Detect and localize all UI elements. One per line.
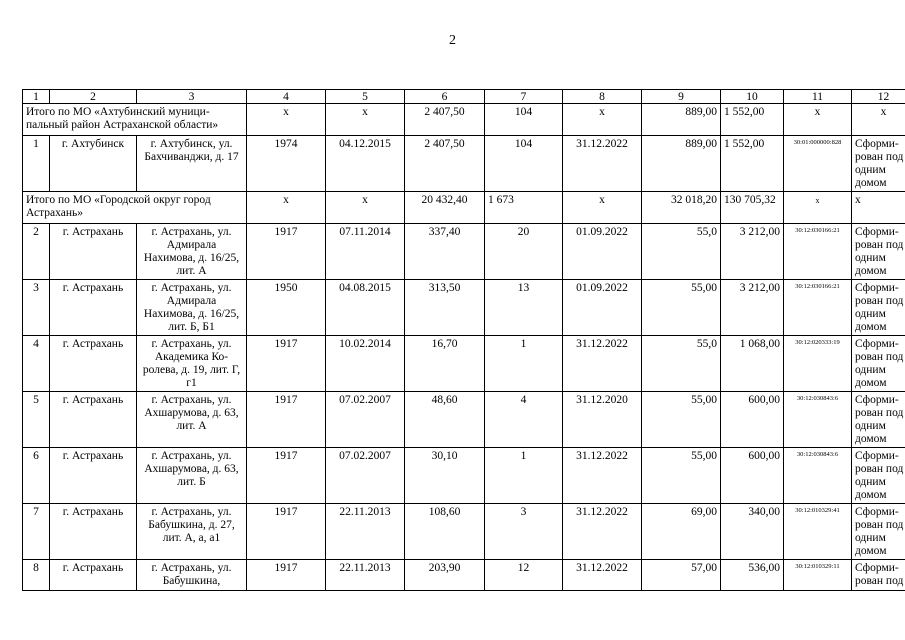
year-cell: 1974 xyxy=(247,136,326,192)
date-cell: 07.02.2007 xyxy=(326,392,405,448)
area-cell: 313,50 xyxy=(405,280,485,336)
address-cell: г. Ахтубинск, ул. Бахчиванджи, д. 17 xyxy=(137,136,247,192)
people-cell: 4 xyxy=(485,392,563,448)
value-cell: 600,00 xyxy=(721,392,784,448)
area-cell: 203,90 xyxy=(405,560,485,591)
city-cell: г. Астрахань xyxy=(50,224,137,280)
value-cell: 1 068,00 xyxy=(721,336,784,392)
value-cell: 889,00 xyxy=(642,136,721,192)
cell: 2 407,50 xyxy=(405,104,485,136)
address-cell: г. Астрахань, ул. Академика Ко-ролева, д. 19, лит. Г, г1 xyxy=(137,336,247,392)
value-cell: 340,00 xyxy=(721,504,784,560)
value-cell: 1 552,00 xyxy=(721,136,784,192)
table-row xyxy=(23,560,905,591)
cadastral-cell: 30:12:030166:21 xyxy=(784,280,852,336)
note-cell: Сформи-рован под одним домом xyxy=(852,224,905,280)
summary-row xyxy=(23,104,905,136)
column-header: 4 xyxy=(247,90,326,104)
address-cell: г. Астрахань, ул. Бабушкина, xyxy=(137,560,247,591)
cadastral-cell: 30:12:010329:11 xyxy=(784,560,852,591)
cell: 104 xyxy=(485,104,563,136)
people-cell: 104 xyxy=(485,136,563,192)
table-row xyxy=(23,224,905,280)
year-cell: 1917 xyxy=(247,336,326,392)
cadastral-cell: 30:12:030843:6 xyxy=(784,392,852,448)
value-cell: 55,0 xyxy=(642,224,721,280)
people-cell: 1 xyxy=(485,336,563,392)
note-cell: Сформи-рован под xyxy=(852,560,905,591)
deadline-cell: 01.09.2022 xyxy=(563,224,642,280)
year-cell: 1917 xyxy=(247,504,326,560)
date-cell: 22.11.2013 xyxy=(326,560,405,591)
city-cell: г. Астрахань xyxy=(50,336,137,392)
year-cell: 1950 xyxy=(247,280,326,336)
address-cell: г. Астрахань, ул. Адмирала Нахимова, д. 16/25, лит. А xyxy=(137,224,247,280)
note-cell: Сформи-рован под одним домом xyxy=(852,136,905,192)
column-number-row xyxy=(23,90,905,104)
year-cell: 1917 xyxy=(247,392,326,448)
value-cell: 55,00 xyxy=(642,280,721,336)
cell: 32 018,20 xyxy=(642,192,721,224)
deadline-cell: 31.12.2022 xyxy=(563,336,642,392)
row-number: 5 xyxy=(23,392,50,448)
column-header: 9 xyxy=(642,90,721,104)
area-cell: 48,60 xyxy=(405,392,485,448)
city-cell: г. Ахтубинск xyxy=(50,136,137,192)
value-cell: 600,00 xyxy=(721,448,784,504)
area-cell: 30,10 xyxy=(405,448,485,504)
cell: x xyxy=(784,192,852,224)
cell: x xyxy=(852,104,905,136)
city-cell: г. Астрахань xyxy=(50,448,137,504)
city-cell: г. Астрахань xyxy=(50,280,137,336)
table-row xyxy=(23,280,905,336)
value-cell: 55,00 xyxy=(642,448,721,504)
address-cell: г. Астрахань, ул. Ахшарумова, д. 63, лит. А xyxy=(137,392,247,448)
deadline-cell: 01.09.2022 xyxy=(563,280,642,336)
summary-row xyxy=(23,192,905,224)
year-cell: 1917 xyxy=(247,560,326,591)
people-cell: 3 xyxy=(485,504,563,560)
value-cell: 55,0 xyxy=(642,336,721,392)
cell: 1 673 xyxy=(485,192,563,224)
city-cell: г. Астрахань xyxy=(50,392,137,448)
cadastral-cell: 30:12:030843:6 xyxy=(784,448,852,504)
column-header: 6 xyxy=(405,90,485,104)
people-cell: 1 xyxy=(485,448,563,504)
cadastral-cell: 30:12:010329:41 xyxy=(784,504,852,560)
city-cell: г. Астрахань xyxy=(50,560,137,591)
cell: x xyxy=(247,192,326,224)
cadastral-cell: 30:01:000000:828 xyxy=(784,136,852,192)
value-cell: 57,00 xyxy=(642,560,721,591)
page-number: 2 xyxy=(449,33,456,48)
column-header: 5 xyxy=(326,90,405,104)
address-cell: г. Астрахань, ул. Адмирала Нахимова, д. 16/25, лит. Б, Б1 xyxy=(137,280,247,336)
value-cell: 69,00 xyxy=(642,504,721,560)
people-cell: 12 xyxy=(485,560,563,591)
note-cell: Сформи-рован под одним домом xyxy=(852,336,905,392)
address-cell: г. Астрахань, ул. Ахшарумова, д. 63, лит. Б xyxy=(137,448,247,504)
cell: 1 552,00 xyxy=(721,104,784,136)
date-cell: 10.02.2014 xyxy=(326,336,405,392)
people-cell: 13 xyxy=(485,280,563,336)
cell: x xyxy=(852,192,905,224)
column-header: 1 xyxy=(23,90,50,104)
row-number: 1 xyxy=(23,136,50,192)
date-cell: 22.11.2013 xyxy=(326,504,405,560)
people-cell: 20 xyxy=(485,224,563,280)
address-cell: г. Астрахань, ул. Бабушкина, д. 27, лит. А, а, а1 xyxy=(137,504,247,560)
deadline-cell: 31.12.2022 xyxy=(563,136,642,192)
cell: x xyxy=(247,104,326,136)
deadline-cell: 31.12.2022 xyxy=(563,560,642,591)
deadline-cell: 31.12.2020 xyxy=(563,392,642,448)
area-cell: 108,60 xyxy=(405,504,485,560)
area-cell: 16,70 xyxy=(405,336,485,392)
housing-table xyxy=(22,89,905,591)
row-number: 4 xyxy=(23,336,50,392)
table-row xyxy=(23,448,905,504)
year-cell: 1917 xyxy=(247,224,326,280)
row-number: 6 xyxy=(23,448,50,504)
cell: x xyxy=(563,104,642,136)
value-cell: 3 212,00 xyxy=(721,280,784,336)
row-number: 2 xyxy=(23,224,50,280)
cell: 889,00 xyxy=(642,104,721,136)
note-cell: Сформи-рован под одним домом xyxy=(852,448,905,504)
column-header: 2 xyxy=(50,90,137,104)
column-header: 3 xyxy=(137,90,247,104)
table-row xyxy=(23,392,905,448)
date-cell: 04.12.2015 xyxy=(326,136,405,192)
value-cell: 3 212,00 xyxy=(721,224,784,280)
column-header: 8 xyxy=(563,90,642,104)
area-cell: 2 407,50 xyxy=(405,136,485,192)
column-header: 10 xyxy=(721,90,784,104)
year-cell: 1917 xyxy=(247,448,326,504)
note-cell: Сформи-рован под одним домом xyxy=(852,392,905,448)
date-cell: 07.02.2007 xyxy=(326,448,405,504)
summary-label: Итого по МО «Ахтубинский муници-пальный район Астраханской области» xyxy=(23,104,247,136)
column-header: 7 xyxy=(485,90,563,104)
cadastral-cell: 30:12:030166:21 xyxy=(784,224,852,280)
value-cell: 55,00 xyxy=(642,392,721,448)
cell: x xyxy=(784,104,852,136)
summary-label: Итого по МО «Городской округ город Астрахань» xyxy=(23,192,247,224)
row-number: 7 xyxy=(23,504,50,560)
value-cell: 536,00 xyxy=(721,560,784,591)
cadastral-cell: 30:12:020333:19 xyxy=(784,336,852,392)
table-row xyxy=(23,504,905,560)
note-cell: Сформи-рован под одним домом xyxy=(852,280,905,336)
cell: 20 432,40 xyxy=(405,192,485,224)
table-row xyxy=(23,336,905,392)
deadline-cell: 31.12.2022 xyxy=(563,448,642,504)
cell: x xyxy=(563,192,642,224)
date-cell: 04.08.2015 xyxy=(326,280,405,336)
column-header: 11 xyxy=(784,90,852,104)
cell: x xyxy=(326,192,405,224)
cell: x xyxy=(326,104,405,136)
deadline-cell: 31.12.2022 xyxy=(563,504,642,560)
note-cell: Сформи-рован под одним домом xyxy=(852,504,905,560)
date-cell: 07.11.2014 xyxy=(326,224,405,280)
cell: 130 705,32 xyxy=(721,192,784,224)
column-header: 12 xyxy=(852,90,905,104)
row-number: 8 xyxy=(23,560,50,591)
row-number: 3 xyxy=(23,280,50,336)
area-cell: 337,40 xyxy=(405,224,485,280)
city-cell: г. Астрахань xyxy=(50,504,137,560)
table-row xyxy=(23,136,905,192)
